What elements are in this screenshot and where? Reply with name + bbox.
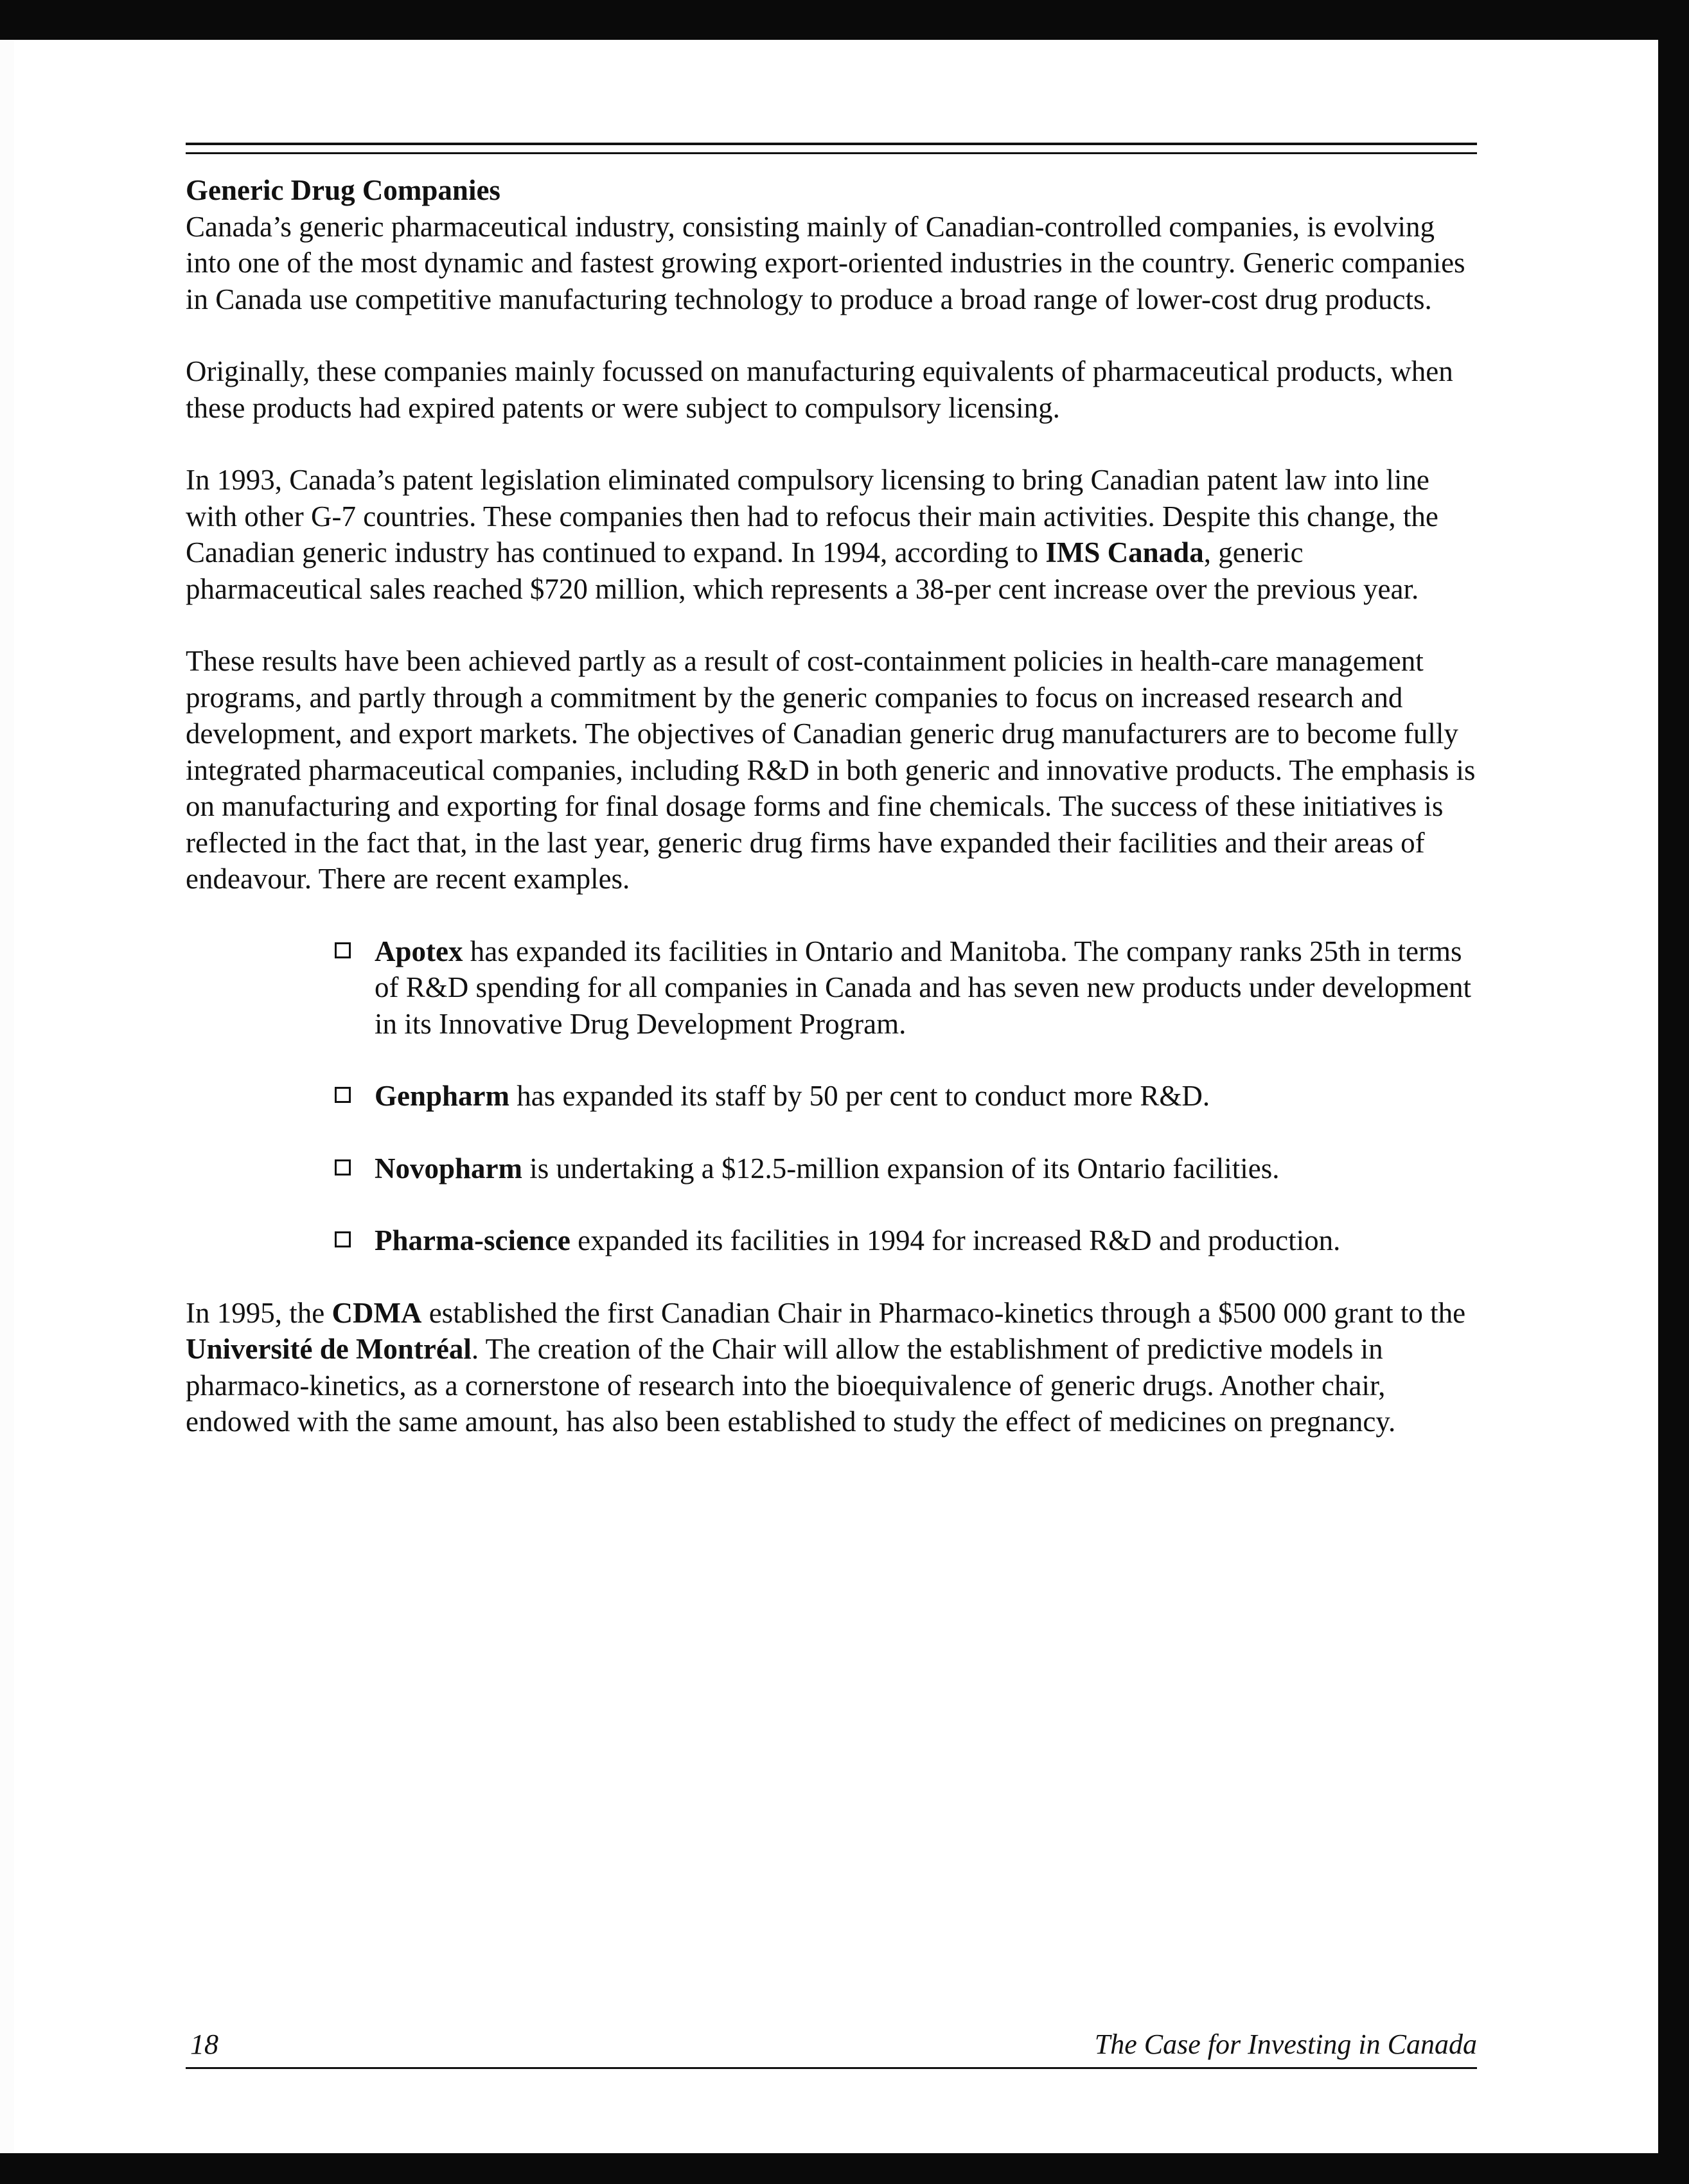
list-item-text [375, 1222, 1477, 1259]
cdma-name: CDMA [332, 1296, 422, 1329]
company-name: Apotex [375, 935, 463, 967]
paragraph-intro: Canada’s generic pharmaceutical industry, consisting mainly of Canadian-controlled companies, is evolving into one of the most dynamic and fastest growing export-oriented industries in the country. Generic companies in Canada use competitive manufacturing technology to produce a broad range of lower-cost drug products. [186, 210, 1465, 315]
header-rule-thin [186, 152, 1477, 154]
company-description: has expanded its staff by 50 per cent to conduct more R&D. [509, 1080, 1210, 1112]
page-number: 18 [190, 2029, 218, 2060]
paragraph-1995-text-a: In 1995, the [186, 1296, 332, 1329]
list-item-text [375, 1078, 1477, 1114]
paragraph-1995-text-c: . The creation of the Chair will allow the establishment of predictive models in pharmaco-kinetics, as a cornerstone of research into the bioequivalence of generic drugs. Another chair, endowed with the same amount, has also been established to study the effect of medicines on pregnancy. [186, 1333, 1396, 1438]
paragraph-1993 [186, 462, 1477, 607]
list-item-novopharm [186, 1150, 1477, 1187]
company-name: Novopharm [375, 1152, 523, 1184]
scan-border-left [0, 40, 14, 2153]
scan-border-top [0, 0, 1689, 40]
list-item-text [375, 933, 1477, 1043]
checkbox-bullet-icon [335, 942, 351, 958]
company-name: Pharma-science [375, 1224, 570, 1256]
checkbox-bullet-icon [335, 1087, 351, 1103]
scan-border-bottom [0, 2153, 1689, 2184]
company-examples-list [186, 933, 1477, 1259]
company-name: Genpharm [375, 1080, 510, 1112]
list-item-pharma-science [186, 1222, 1477, 1259]
list-item-apotex [186, 933, 1477, 1043]
checkbox-bullet-icon [335, 1231, 351, 1247]
paragraph-1993-text-a: In 1993, Canada’s patent legislation eliminated compulsory licensing to bring Canadian patent law into line with other G-7 countries. These companies then had to refocus their main activities. Despite this change, the Canadian generic industry has continued to expand. In 1994, according to [186, 464, 1438, 568]
scan-border-right [1658, 40, 1689, 2153]
paragraph-1995 [186, 1295, 1477, 1440]
page-body [186, 172, 1477, 1476]
checkbox-bullet-icon [335, 1159, 351, 1176]
header-rule-thick [186, 143, 1477, 145]
section-heading: Generic Drug Companies [186, 174, 500, 206]
publication-title: The Case for Investing in Canada [1094, 2029, 1477, 2060]
paragraph-1995-text-b: established the first Canadian Chair in Pharmaco-kinetics through a $500 000 grant to the [421, 1296, 1466, 1329]
paragraph-1993-text-b: , generic pharmaceutical sales reached $720 million, which represents a 38-per cent increase over the previous year. [186, 536, 1419, 605]
list-item-text [375, 1150, 1477, 1187]
company-description: has expanded its facilities in Ontario and Manitoba. The company ranks 25th in terms of R&D spending for all companies in Canada and has seven new products under development in its Innovative Drug Development Program. [375, 935, 1472, 1040]
company-description: expanded its facilities in 1994 for increased R&D and production. [570, 1224, 1341, 1256]
company-description: is undertaking a $12.5-million expansion of its Ontario facilities. [522, 1152, 1280, 1184]
list-item-genpharm [186, 1078, 1477, 1114]
paragraph-origins: Originally, these companies mainly focussed on manufacturing equivalents of pharmaceutical products, when these products had expired patents or were subject to compulsory licensing. [186, 355, 1453, 424]
footer-rule [186, 2067, 1477, 2069]
university-name: Université de Montréal [186, 1333, 472, 1365]
ims-canada-name: IMS Canada [1045, 536, 1204, 568]
paragraph-results: These results have been achieved partly as a result of cost-containment policies in health-care management programs, and partly through a commitment by the generic companies to focus on increased research and development, and export markets. The objectives of Canadian generic drug manufacturers are to become fully integrated pharmaceutical companies, including R&D in both generic and innovative products. The emphasis is on manufacturing and exporting for final dosage forms and fine chemicals. The success of these initiatives is reflected in the fact that, in the last year, generic drug firms have expanded their facilities and their areas of endeavour. There are recent examples. [186, 645, 1476, 895]
